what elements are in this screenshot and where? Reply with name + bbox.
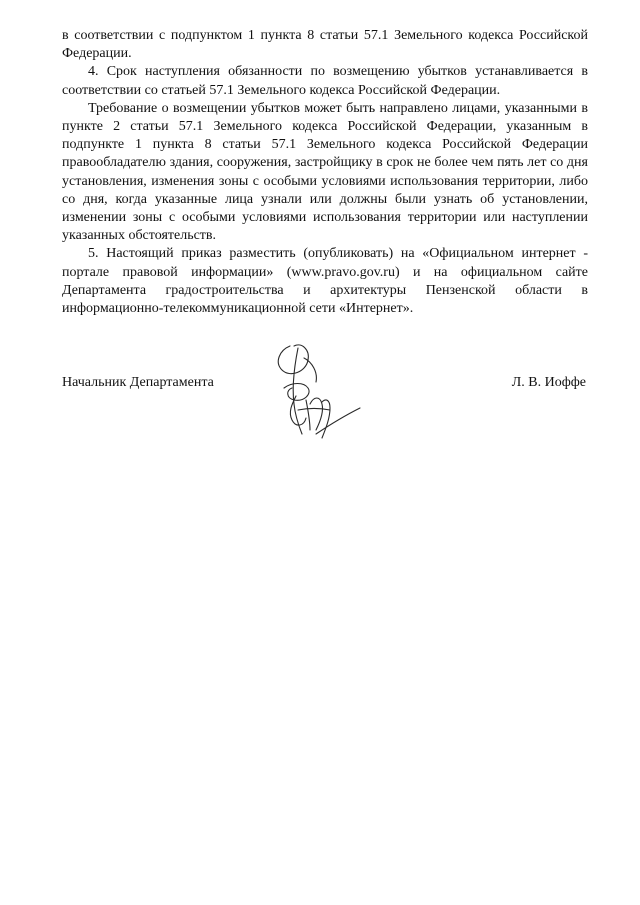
paragraph-damages-claim: Требование о возмещении убытков может быть направлено лицами, указанными в пункте 2 статьи 57.1 Земельного кодекса Российской Федерации, указанным в подпункте 1 пункта 8 статьи 57.1 Земельного кодекса Российской Федерации правообладателю здания, сооружения, застройщику в срок не более чем пять лет со дня установления, изменения зоны с особыми условиями использования территории, либо со дня, когда указанные лица узнали или должны были узнать об установлении, изменении зоны с особыми условиями использования территории или наступлении указанных обстоятельств. [62,100,588,244]
paragraph-item-5: 5. Настоящий приказ разместить (опубликовать) на «Официальном интернет - портале правовой информации» (www.pravo.gov.ru) и на официальном сайте Департамента градостроительства и архитектуры Пензенской области в информационно-телекоммуникационной сети «Интернет». [62,246,588,317]
paragraph-continuation: в соответствии с подпунктом 1 пункта 8 статьи 57.1 Земельного кодекса Российской Федерации. [62,28,588,62]
handwritten-signature [268,338,368,453]
signer-name: Л. В. Иоффе [511,375,586,390]
document-body [62,27,588,318]
signer-title: Начальник Департамента [62,375,214,390]
paragraph-item-4: 4. Срок наступления обязанности по возмещению убытков устанавливается в соответствии со статьей 57.1 Земельного кодекса Российской Федерации. [62,64,588,98]
